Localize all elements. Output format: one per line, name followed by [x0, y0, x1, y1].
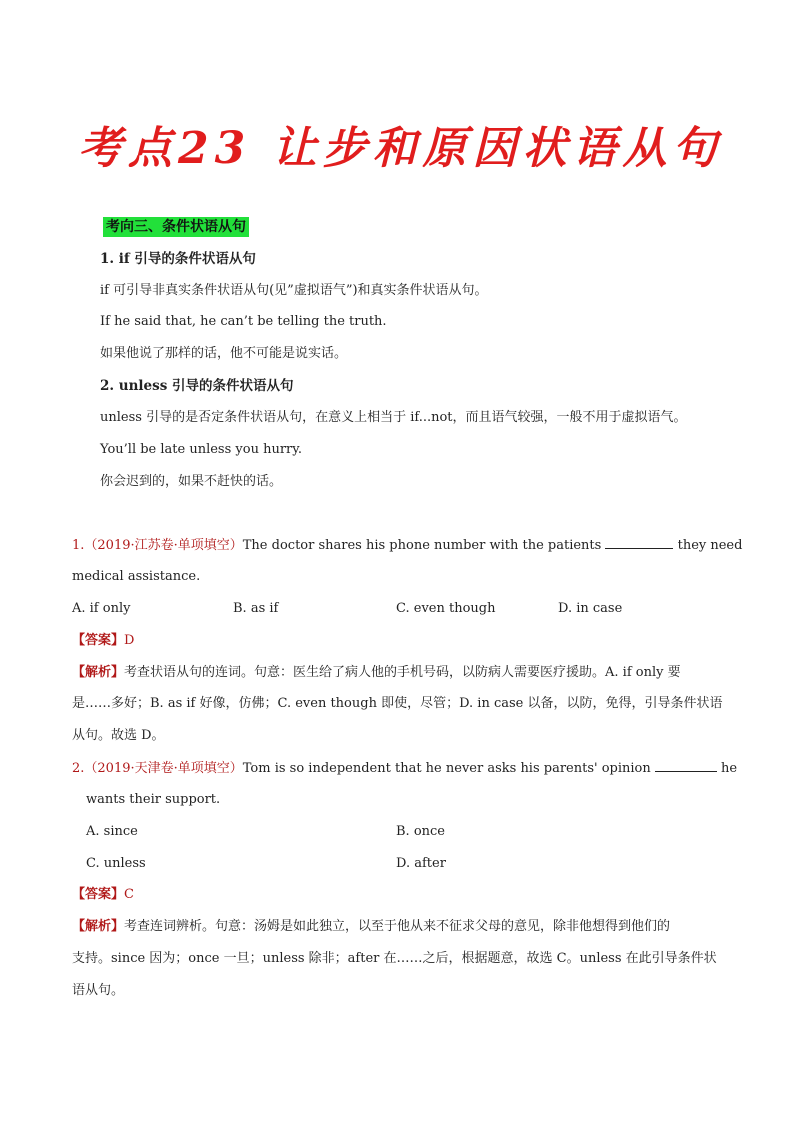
question-number: 1.: [72, 538, 85, 553]
rule-description: unless 引导的是否定条件状语从句，在意义上相当于 if...not，而且语气较强，一般不用于虚拟语气。: [100, 410, 687, 425]
explanation-text: 支持。since 因为；once 一旦；unless 除非；after 在……之后，根据题意，故选 C。unless 在此引导条件状: [72, 951, 717, 966]
answer-value: C: [124, 887, 134, 902]
question-number: 2.: [72, 761, 85, 776]
rule-example-en: If he said that, he can’t be telling the truth.: [100, 314, 387, 329]
section-tag: 考向三、条件状语从句: [103, 217, 249, 237]
explanation-text: 从句。故选 D。: [72, 728, 165, 743]
question-text: they need: [677, 538, 743, 553]
question-text: he: [721, 761, 738, 776]
explanation-text: 考查状语从句的连词。句意：医生给了病人他的手机号码，以防病人需要医疗援助。A. if only 要: [124, 665, 681, 680]
option-c: C. unless: [86, 856, 146, 871]
answer-blank: [605, 536, 673, 549]
question-text-cont: medical assistance.: [72, 569, 201, 584]
rule-description: if 可引导非真实条件状语从句(见”虚拟语气”)和真实条件状语从句。: [100, 283, 488, 298]
explanation-text: 是……多好；B. as if 好像，仿佛；C. even though 即使，尽管；D. in case 以备，以防，免得，引导条件状语: [72, 696, 723, 711]
question-text-cont: wants their support.: [86, 792, 221, 807]
question-source: （2019·天津卷·单项填空）: [84, 761, 243, 776]
option-b: B. as if: [233, 601, 279, 616]
option-c: C. even though: [396, 601, 496, 616]
answer-label: 【答案】: [72, 633, 125, 648]
rule-example-zh: 你会迟到的，如果不赶快的话。: [100, 474, 283, 489]
option-d: D. after: [396, 856, 446, 871]
answer-blank: [655, 759, 717, 772]
question-text: Tom is so independent that he never asks his parents' opinion: [242, 761, 651, 776]
option-b: B. once: [396, 824, 445, 839]
explanation-line: [72, 664, 681, 682]
explanation-text: 语从句。: [72, 983, 125, 998]
answer-value: D: [124, 633, 135, 648]
rule-example-en: You’ll be late unless you hurry.: [100, 442, 303, 457]
option-a: A. since: [86, 824, 138, 839]
rule-example-zh: 如果他说了那样的话，他不可能是说实话。: [100, 346, 348, 361]
question-stem: [72, 759, 737, 778]
answer-line: [72, 632, 134, 650]
rule-heading: 2. unless 引导的条件状语从句: [100, 378, 294, 394]
rule-heading: 1. if 引导的条件状语从句: [100, 251, 256, 267]
question-source: （2019·江苏卷·单项填空）: [84, 538, 243, 553]
answer-line: [72, 886, 134, 904]
option-d: D. in case: [558, 601, 623, 616]
explanation-line: [72, 918, 670, 936]
page-title: 考点23 让步和原因状语从句: [78, 123, 723, 174]
explanation-text: 考查连词辨析。句意：汤姆是如此独立，以至于他从来不征求父母的意见，除非他想得到他们的: [124, 919, 671, 934]
option-a: A. if only: [72, 601, 131, 616]
question-text: The doctor shares his phone number with the patients: [242, 538, 602, 553]
question-stem: [72, 536, 742, 555]
answer-label: 【答案】: [72, 887, 125, 902]
explanation-label: 【解析】: [72, 665, 125, 680]
explanation-label: 【解析】: [72, 919, 125, 934]
